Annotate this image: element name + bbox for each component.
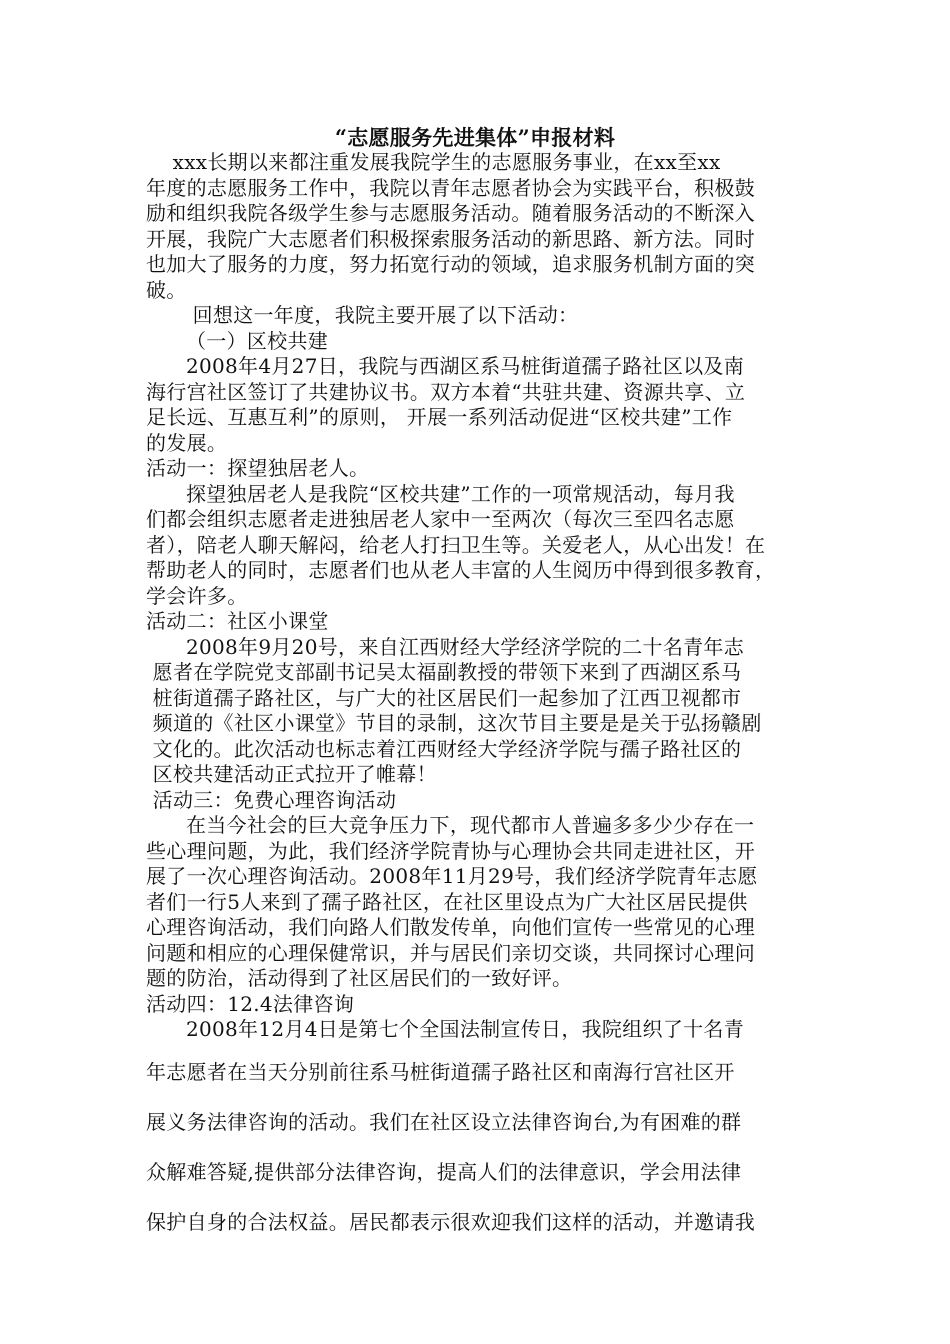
text-line: 2008年12月4日是第七个全国法制宣传日，我院组织了十名青 <box>146 1017 745 1041</box>
text-line: 学会许多。 <box>146 583 248 608</box>
activity-heading: 活动四：12.4法律咨询 <box>146 991 355 1016</box>
text-line: 展了一次心理咨询活动。2008年11月29号，我们经济学院青年志愿 <box>146 864 758 888</box>
text-line: 帮助老人的同时，志愿者们也从老人丰富的人生阅历中得到很多教育， <box>146 558 776 582</box>
text-line: 也加大了服务的力度，努力拓宽行动的领域，追求服务机制方面的突 <box>146 252 755 276</box>
text-line: 们都会组织志愿者走进独居老人家中一至两次（每次三至四名志愿 <box>146 507 735 531</box>
text-line: 桩街道孺子路社区，与广大的社区居民们一起参加了江西卫视都市 <box>146 685 742 710</box>
document-title: “志愿服务先进集体”申报材料 <box>334 125 616 150</box>
text-line: 探望独居老人是我院“区校共建”工作的一项常规活动，每月我 <box>146 481 735 506</box>
text-line: 2008年4月27日，我院与西湖区系马桩街道孺子路社区以及南 <box>146 354 745 378</box>
text-line: 众解难答疑,提供部分法律咨询，提高人们的法律意识，学会用法律 <box>146 1160 742 1184</box>
section-heading: （一）区校共建 <box>146 328 329 353</box>
text-line: 年度的志愿服务工作中，我院以青年志愿者协会为实践平台，积极鼓 <box>146 175 755 200</box>
text-line: 频道的《社区小课堂》节目的录制，这次节目主要是是关于弘扬赣剧 <box>146 711 762 735</box>
text-line: 问题和相应的心理保健常识，并与居民们亲切交谈，共同探讨心理问 <box>146 940 755 965</box>
text-line: 在当今社会的巨大竞争压力下，现代都市人普遍多多少少存在一 <box>146 813 755 837</box>
text-line: 2008年9月20号，来自江西财经大学经济学院的二十名青年志 <box>146 634 745 659</box>
text-line: 海行宫社区签订了共建协议书。双方本着“共驻共建、资源共享、立 <box>146 379 746 404</box>
text-line: 励和组织我院各级学生参与志愿服务活动。随着服务活动的不断深入 <box>146 201 755 225</box>
text-line: 破。 <box>146 277 187 302</box>
text-line: 心理咨询活动，我们向路人们散发传单，向他们宣传一些常见的心理 <box>146 915 755 939</box>
text-line: 些心理问题，为此，我们经济学院青协与心理协会共同走进社区，开 <box>146 838 755 863</box>
activity-heading: 活动二：社区小课堂 <box>146 609 329 633</box>
activity-heading: 活动一：探望独居老人。 <box>146 456 370 480</box>
text-line: 年志愿者在当天分别前往系马桩街道孺子路社区和南海行宫社区开 <box>146 1060 735 1084</box>
text-line: 者们一行5人来到了孺子路社区，在社区里设点为广大社区居民提供 <box>146 889 748 914</box>
text-line: 展义务法律咨询的活动。我们在社区设立法律咨询台,为有困难的群 <box>146 1110 742 1134</box>
law-consult-paragraph <box>146 1058 822 1258</box>
text-line: xxx长期以来都注重发展我院学生的志愿服务事业，在xx至xx <box>146 150 721 174</box>
review-line: 回想这一年度，我院主要开展了以下活动： <box>146 303 579 327</box>
text-line: 愿者在学院党支部副书记吴太福副教授的带领下来到了西湖区系马 <box>146 660 742 684</box>
text-line: 开展，我院广大志愿者们积极探索服务活动的新思路、新方法。同时 <box>146 226 755 251</box>
text-line: 的发展。 <box>146 430 228 455</box>
text-line: 足长远、互惠互利”的原则， 开展一系列活动促进“区校共建”工作 <box>146 405 733 429</box>
text-line: 者），陪老人聊天解闷，给老人打扫卫生等。关爱老人，从心出发！在 <box>146 532 766 557</box>
activity-heading: 活动三：免费心理咨询活动 <box>146 787 397 812</box>
text-line: 文化的。此次活动也标志着江西财经大学经济学院与孺子路社区的 <box>146 736 742 761</box>
text-line: 区校共建活动正式拉开了帷幕！ <box>146 762 437 786</box>
text-line: 保护自身的合法权益。居民都表示很欢迎我们这样的活动，并邀请我 <box>146 1210 755 1234</box>
intro-paragraph <box>146 150 822 1043</box>
text-line: 题的防治，活动得到了社区居民们的一致好评。 <box>146 966 573 990</box>
